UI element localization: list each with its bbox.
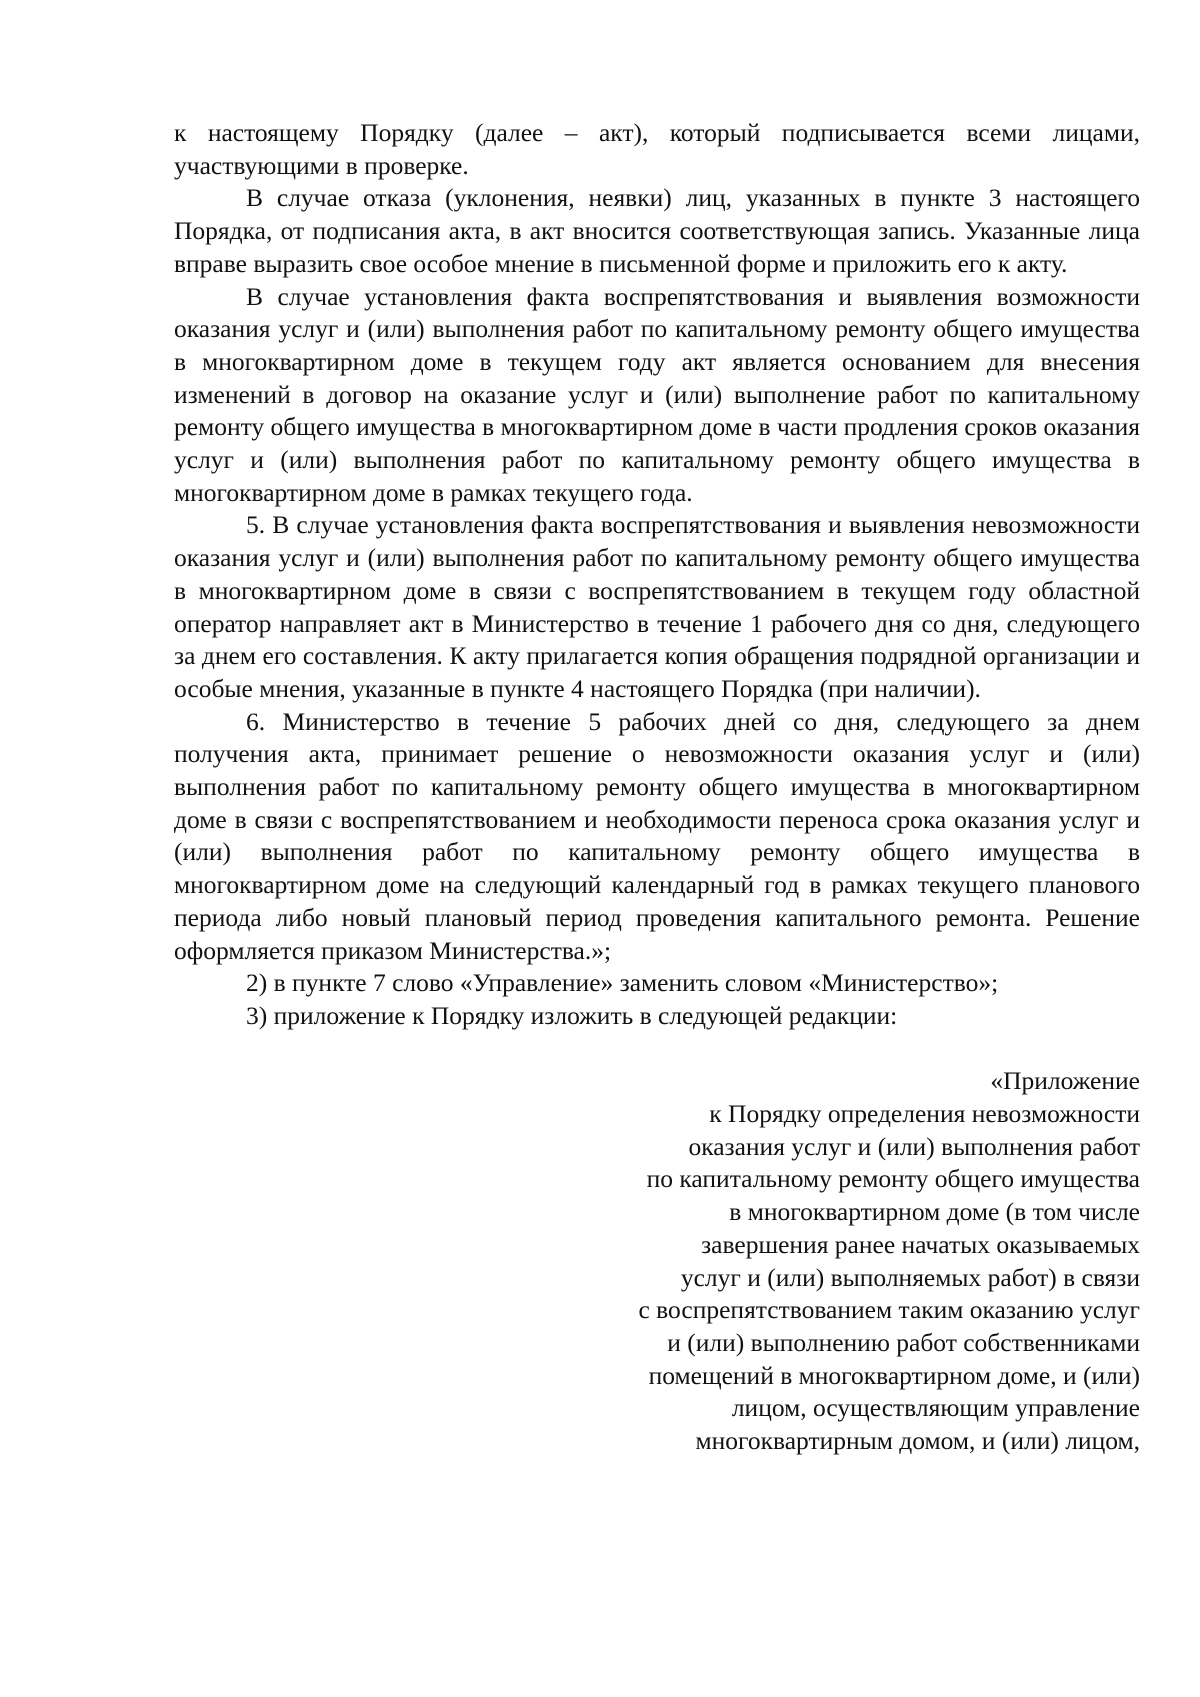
appendix-line: помещений в многоквартирном доме, и (или) bbox=[648, 1360, 1140, 1390]
appendix-line: по капитальному ремонту общего имущества bbox=[646, 1164, 1140, 1194]
document-page bbox=[174, 117, 1140, 1458]
appendix-line: к Порядку определения невозможности bbox=[709, 1099, 1140, 1129]
appendix-line: и (или) выполнению работ собственниками bbox=[667, 1328, 1140, 1357]
appendix-line: оказания услуг и (или) выполнения работ bbox=[688, 1131, 1140, 1161]
paragraph-amendment-3: 3) приложение к Порядку изложить в следующей редакции: bbox=[246, 1000, 898, 1030]
paragraph-refusal-to-sign: В случае отказа (уклонения, неявки) лиц, указанных в пункте 3 настоящего Порядка, от подписания акта, в акт вносится соответствующая запись. Указанные лица вправе выразить свое особое мнение в письменной форме и приложить его к акту. bbox=[174, 183, 1140, 278]
paragraph-act-signing: к настоящему Порядку (далее – акт), который подписывается всеми лицами, участвующими в проверке. bbox=[174, 118, 1140, 180]
appendix-header bbox=[554, 1065, 1140, 1457]
spacer bbox=[174, 1033, 1140, 1066]
appendix-line: услуг и (или) выполняемых работ) в связи bbox=[680, 1262, 1140, 1292]
paragraph-contract-changes: В случае установления факта воспрепятствования и выявления возможности оказания услуг и (или) выполнения работ по капитальному ремонту общего имущества в многоквартирном доме в текущем году акт является основанием для внесения изменений в договор на оказание услуг и (или) выполнение работ по капитальному ремонту общего имущества в многоквартирном доме в части продления сроков оказания услуг и (или) выполнения работ по капитальному ремонту общего имущества в многоквартирном доме в рамках текущего года. bbox=[174, 281, 1140, 507]
appendix-line: завершения ранее начатых оказываемых bbox=[701, 1229, 1140, 1259]
paragraph-item-5: 5. В случае установления факта воспрепятствования и выявления невозможности оказания услуг и (или) выполнения работ по капитальному ремонту общего имущества в многоквартирном доме в связи с воспрепятствованием в текущем году областной оператор направляет акт в Министерство в течение 1 рабочего дня со дня, следующего за днем его составления. К акту прилагается копия обращения подрядной организации и особые мнения, указанные в пункте 4 настоящего Порядка (при наличии). bbox=[174, 510, 1140, 703]
appendix-line: в многоквартирном доме (в том числе bbox=[729, 1197, 1140, 1227]
paragraph-amendment-2: 2) в пункте 7 слово «Управление» заменить словом «Министерство»; bbox=[246, 968, 999, 998]
appendix-line: с воспрепятствованием таким оказанию услуг bbox=[638, 1295, 1140, 1325]
paragraph-item-6: 6. Министерство в течение 5 рабочих дней со дня, следующего за днем получения акта, принимает решение о невозможности оказания услуг и (или) выполнения работ по капитальному ремонту общего имущества в многоквартирном доме в связи с воспрепятствованием и необходимости переноса срока оказания услуг и (или) выполнения работ по капитальному ремонту общего имущества в многоквартирном доме на следующий календарный год в рамках текущего планового периода либо новый плановый период проведения капитального ремонта. Решение оформляется приказом Министерства.»; bbox=[174, 706, 1140, 965]
appendix-line: многоквартирным домом, и (или) лицом, bbox=[695, 1426, 1140, 1456]
appendix-line: лицом, осуществляющим управление bbox=[731, 1393, 1140, 1423]
appendix-line: «Приложение bbox=[990, 1066, 1140, 1096]
